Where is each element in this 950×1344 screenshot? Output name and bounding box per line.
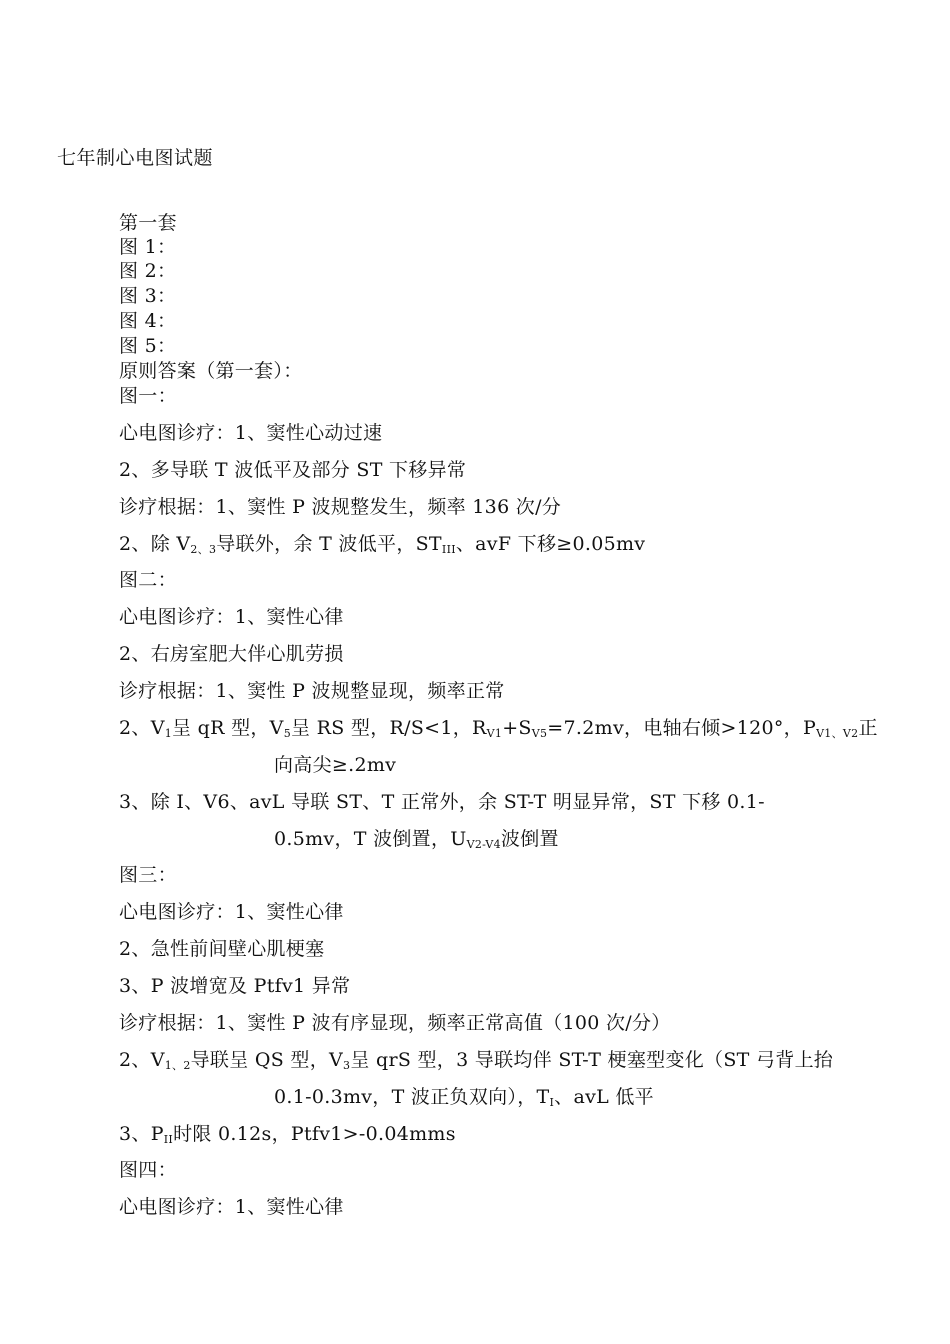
figure-label-5: 图 5： (119, 335, 177, 357)
fig4-heading: 图四： (119, 1159, 177, 1181)
fig1-heading: 图一： (119, 385, 177, 407)
fig2-basis-3: 3、除 I、V6、avL 导联 ST、T 正常外，余 ST-T 明显异常，ST 下移 0.1- (119, 791, 765, 813)
fig1-basis-2: 2、除 $V_{2、3}$导联外，余 T 波低平，$ST_{III}$、avF 下移≥0.05mv (119, 533, 646, 556)
set-label: 第一套 (119, 212, 177, 234)
document-title: 七年制心电图试题 (57, 147, 214, 169)
fig3-diagnosis-1: 心电图诊疗：1、窦性心律 (119, 901, 344, 923)
figure-label-3: 图 3： (119, 285, 177, 307)
fig2-basis-1: 诊疗根据：1、窦性 P 波规整显现，频率正常 (119, 680, 505, 702)
figure-label-1: 图 1： (119, 236, 177, 258)
fig2-diagnosis-2: 2、右房室肥大伴心肌劳损 (119, 643, 344, 665)
fig3-diagnosis-2: 2、急性前间壁心肌梗塞 (119, 938, 325, 960)
fig3-basis-3: 3、$P_{II}$时限 0.12s，Ptfv1>-0.04mms (119, 1123, 456, 1146)
fig3-diagnosis-3: 3、P 波增宽及 Ptfv1 异常 (119, 975, 351, 997)
fig3-basis-1: 诊疗根据：1、窦性 P 波有序显现，频率正常高值（100 次/分） (119, 1012, 671, 1034)
fig1-diagnosis-1: 心电图诊疗：1、窦性心动过速 (119, 422, 383, 444)
fig1-basis-1: 诊疗根据：1、窦性 P 波规整发生，频率 136 次/分 (119, 496, 562, 518)
fig2-basis-3-continued: 0.5mv，T 波倒置，$U_{V2-V4}$波倒置 (274, 828, 559, 851)
fig1-diagnosis-2: 2、多导联 T 波低平及部分 ST 下移异常 (119, 459, 467, 481)
fig3-basis-2-continued: 0.1-0.3mv，T 波正负双向），$T_I$、avL 低平 (274, 1086, 654, 1109)
figure-label-4: 图 4： (119, 310, 177, 332)
fig3-basis-2: 2、$V_{1、2}$导联呈 QS 型，$V_3$呈 qrS 型，3 导联均伴 ST-T 梗塞型变化（ST 弓背上抬 (119, 1049, 834, 1072)
fig2-basis-2-continued: 向高尖≥.2mv (274, 754, 397, 776)
fig2-basis-2: 2、$V_1$呈 qR 型，$V_5$呈 RS 型，R/S<1，$R_{V1}+S_{V5}=7.2mv$，电轴右倾>120°，$P_{V1、V2}$正 (119, 717, 878, 740)
fig2-diagnosis-1: 心电图诊疗：1、窦性心律 (119, 606, 344, 628)
fig3-heading: 图三： (119, 864, 177, 886)
fig4-diagnosis-1: 心电图诊疗：1、窦性心律 (119, 1196, 344, 1218)
fig2-heading: 图二： (119, 569, 177, 591)
figure-label-2: 图 2： (119, 260, 177, 282)
answer-heading: 原则答案（第一套）： (119, 360, 303, 382)
